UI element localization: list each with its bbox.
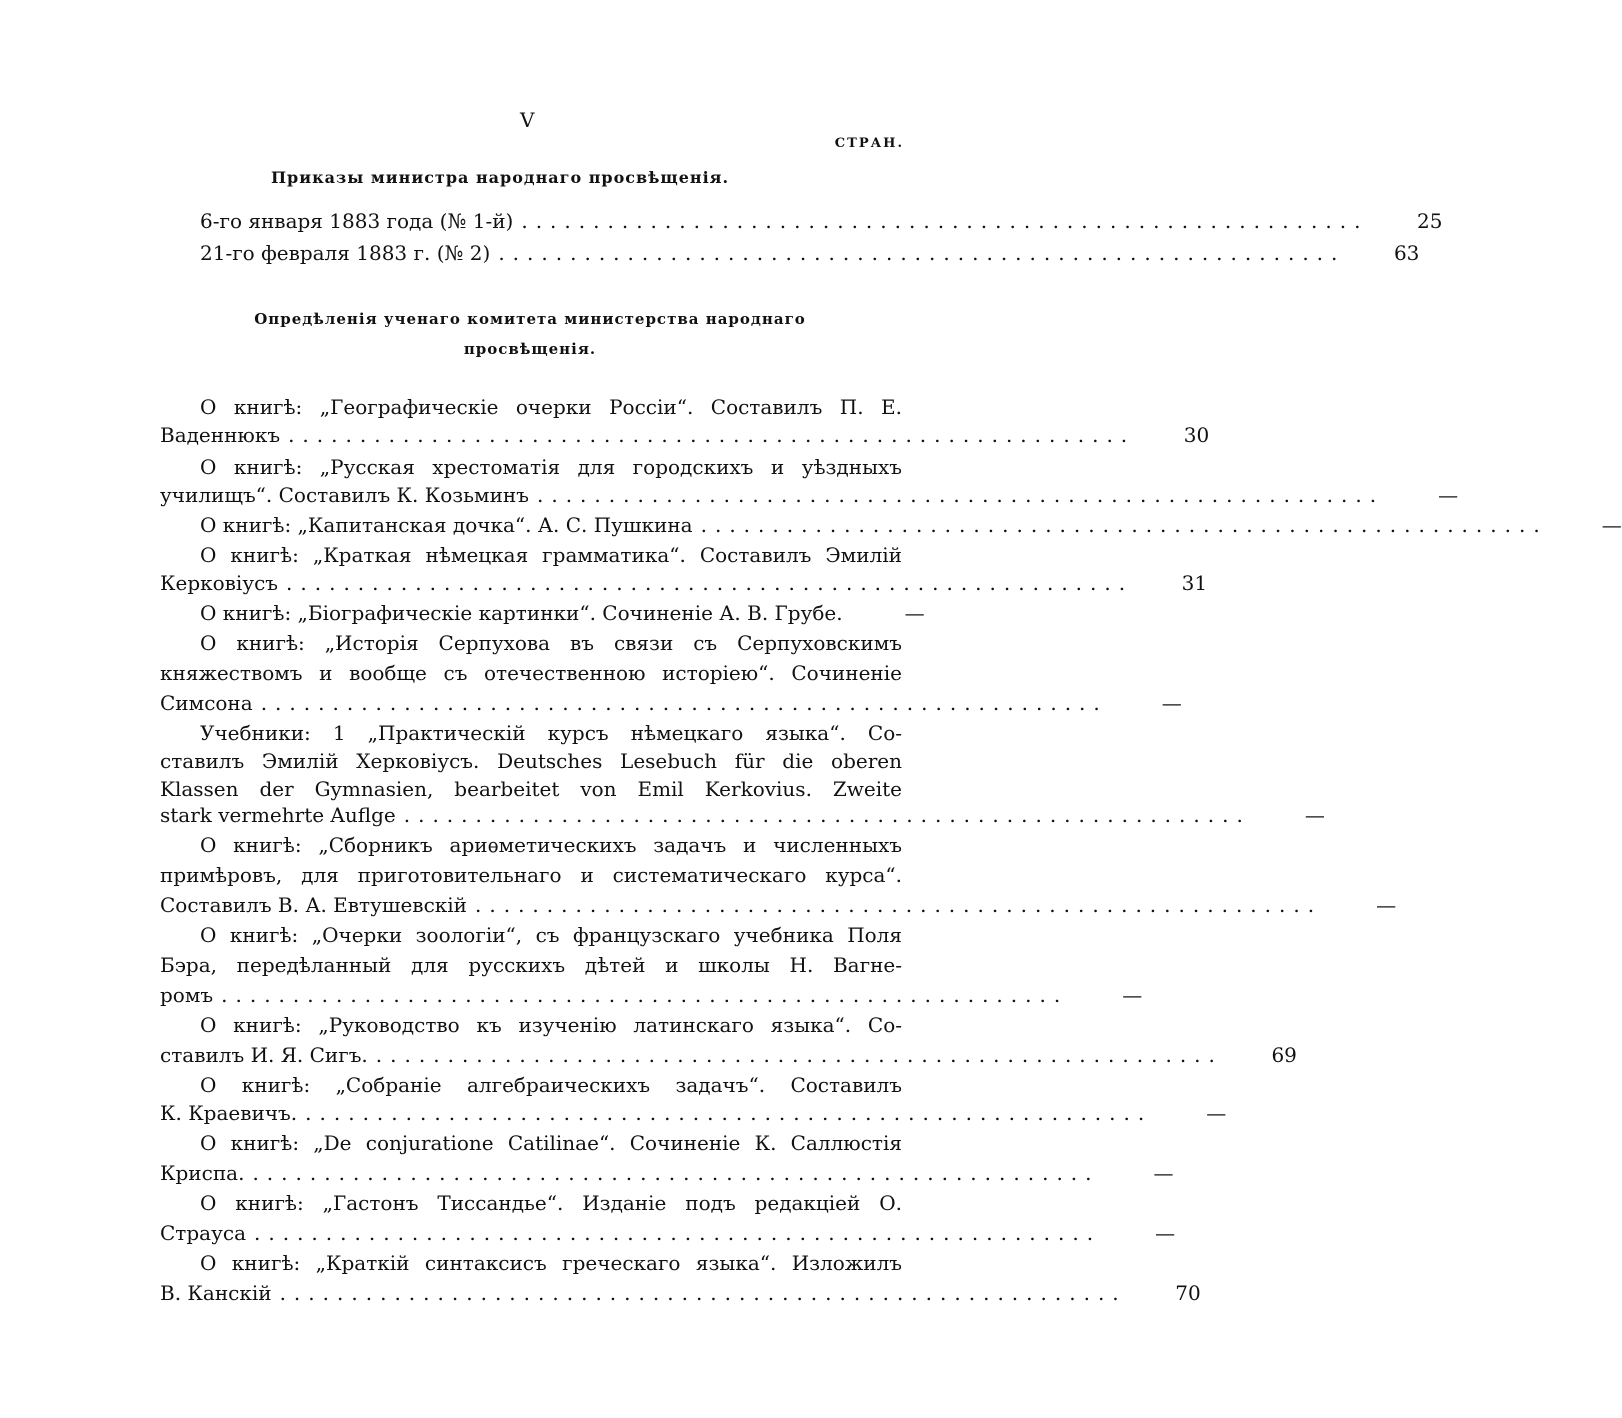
entry-page: 25	[1416, 209, 1443, 233]
entry-line: Бэра, передѣланный для русскихъ дѣтей и школы Н. Вагне-	[160, 953, 902, 977]
entry-page: 63	[1393, 241, 1420, 265]
entry-page: —	[1601, 513, 1622, 537]
entry-text: 21-го февраля 1883 г. (№ 2)	[200, 241, 491, 265]
dot-leader: ...........................................................	[521, 209, 1369, 233]
dot-leader: ...........................................................	[700, 513, 1548, 537]
entry-line: О книгѣ: „Гастонъ Тиссандье“. Изданіе подъ редакціей О.	[200, 1191, 902, 1215]
section-title-committee-cont: просвѣщенія.	[463, 340, 597, 358]
toc-entry-last-line: Керковіусъ ........................................................... 31	[160, 568, 902, 598]
entry-page: —	[1376, 893, 1397, 917]
entry-line: Учебники: 1 „Практическій курсъ нѣмецкаго языка“. Со-	[200, 721, 902, 745]
entry-page: —	[1161, 691, 1182, 715]
dot-leader: ...........................................................	[403, 803, 1251, 827]
toc-entry	[200, 238, 1420, 268]
dot-leader: ...........................................................	[260, 691, 1108, 715]
dot-leader: ...........................................................	[286, 571, 1134, 595]
toc-entry	[200, 206, 1443, 236]
dot-leader: ...........................................................	[305, 1101, 1153, 1125]
toc-entry-last-line: Страуса ........................................................... —	[160, 1218, 902, 1248]
dot-leader: ...........................................................	[536, 483, 1385, 507]
section-title-orders: Приказы министра народнаго просвѣщенія.	[270, 168, 730, 187]
entry-page: —	[1122, 983, 1143, 1007]
entry-line: О книгѣ: „Географическіе очерки Россіи“. Составилъ П. Е.	[200, 395, 902, 419]
toc-entry-last-line: Ваденнюкъ ........................................................... 30	[160, 420, 902, 450]
toc-entry-last-line: ромъ ........................................................... —	[160, 980, 902, 1010]
entry-line: О книгѣ: „Русская хрестоматія для городскихъ и уѣздныхъ	[200, 455, 902, 479]
entry-page: 30	[1183, 423, 1210, 447]
toc-entry-last-line: училищъ“. Составилъ К. Козьминъ ........................................................... —	[160, 480, 902, 510]
toc-entry-last-line: stark vermehrte Auflge ........................................................... —	[160, 800, 902, 830]
entry-line: ставилъ Эмилій Херковіусъ. Deutsches Lesebuch für die oberen	[160, 749, 902, 773]
entry-page: —	[1304, 803, 1325, 827]
entry-line: О книгѣ: „Исторія Серпухова въ связи съ Серпуховскимъ	[200, 631, 902, 655]
entry-line: примѣровъ, для приготовительнаго и систематическаго курса“.	[160, 863, 902, 887]
dot-leader: ...........................................................	[288, 423, 1136, 447]
entry-line: О книгѣ: „Собраніе алгебраическихъ задачъ“. Составилъ	[200, 1073, 902, 1097]
dot-leader: ...........................................................	[475, 893, 1323, 917]
entry-page: 69	[1271, 1043, 1297, 1067]
entry-line: О книгѣ: „Краткій синтаксисъ греческаго языка“. Изложилъ	[200, 1251, 902, 1275]
entry-text: 6-го января 1883 года (№ 1-й)	[200, 209, 514, 233]
toc-entry-last-line: Симсона ........................................................... —	[160, 688, 902, 718]
entry-line: О книгѣ: „Руководство къ изученію латинскаго языка“. Со-	[200, 1013, 902, 1037]
page-column-label: СТРАН.	[834, 136, 904, 151]
entry-line: О книгѣ: „Очерки зоологіи“, съ французскаго учебника Поля	[200, 923, 902, 947]
dot-leader: ...........................................................	[375, 1043, 1223, 1067]
dot-leader: ...........................................................	[252, 1161, 1100, 1185]
entry-page: —	[1153, 1161, 1174, 1185]
toc-entry: О книгѣ: „Біографическіе картинки“. Сочиненіе А. В. Грубе. —	[200, 598, 902, 628]
entry-page: —	[1206, 1101, 1227, 1125]
dot-leader: ...........................................................	[221, 983, 1069, 1007]
entry-line: О книгѣ: „Краткая нѣмецкая грамматика“. Составилъ Эмилій	[200, 543, 902, 567]
dot-leader: ...........................................................	[279, 1281, 1127, 1305]
toc-entry-last-line: В. Канскій ........................................................... 70	[160, 1278, 902, 1308]
toc-entry: О книгѣ: „Капитанская дочка“. А. С. Пушкина ........................................................... —	[200, 510, 902, 540]
toc-entry-last-line: ставилъ И. Я. Сигъ. ........................................................... 69	[160, 1040, 902, 1070]
page-number: V	[520, 108, 535, 132]
entry-line: О книгѣ: „Сборникъ ариѳметическихъ задачъ и численныхъ	[200, 833, 902, 857]
toc-entry-last-line: Криспа. ........................................................... —	[160, 1158, 902, 1188]
entry-line: княжествомъ и вообще съ отечественною исторіею“. Сочиненіе	[160, 661, 902, 685]
entry-page: —	[1155, 1221, 1176, 1245]
dot-leader: ...........................................................	[498, 241, 1346, 265]
toc-entry-last-line: К. Краевичъ. ........................................................... —	[160, 1098, 902, 1128]
entry-page: —	[1438, 483, 1459, 507]
dot-leader: ...........................................................	[254, 1221, 1102, 1245]
toc-entry-last-line: Составилъ В. А. Евтушевскій ........................................................... —	[160, 890, 902, 920]
entry-line: О книгѣ: „De conjuratione Catilinae“. Сочиненіе К. Саллюстія	[200, 1131, 902, 1155]
entry-page: 70	[1175, 1281, 1201, 1305]
entry-page: —	[904, 601, 925, 625]
entry-line: Klassen der Gymnasien, bearbeitet von Emil Kerkovius. Zweite	[160, 777, 902, 801]
section-title-committee: Опредѣленія ученаго комитета министерства народнаго	[254, 310, 806, 328]
entry-page: 31	[1181, 571, 1208, 595]
